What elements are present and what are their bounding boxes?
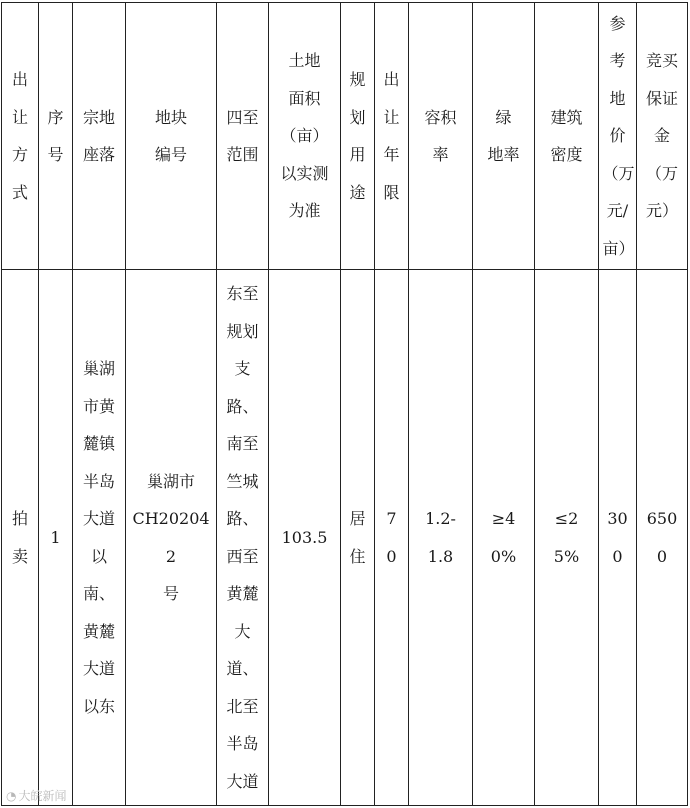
- header-method-cell: [2, 3, 39, 270]
- header-area: 土地 面积 （亩） 以实测 为准: [280, 51, 329, 221]
- value-term: 70: [386, 509, 397, 566]
- cell-boundaries: [217, 270, 269, 806]
- header-term-cell: [375, 3, 409, 270]
- header-density: 建筑 密度: [550, 107, 583, 164]
- header-use: 规 划 用 途: [349, 70, 366, 202]
- header-area-cell: [269, 3, 341, 270]
- header-use-cell: [341, 3, 375, 270]
- header-boundaries: 四至 范围: [226, 107, 259, 164]
- header-term: 出 让 年 限: [383, 70, 400, 202]
- cell-density: [535, 270, 599, 806]
- value-area: 103.5: [281, 527, 328, 547]
- header-method: 出 让 方 式: [11, 70, 28, 202]
- value-method: 拍 卖: [11, 509, 28, 566]
- watermark-text: 大皖新闻: [18, 789, 67, 803]
- header-deposit-cell: [637, 3, 688, 270]
- cell-location: [73, 270, 126, 806]
- value-location: 巢湖 市黄 麓镇 半岛 大道 以 南、 黄麓 大道 以东: [82, 359, 115, 716]
- header-boundaries-cell: [217, 3, 269, 270]
- cell-term: [375, 270, 409, 806]
- header-far: 容积 率: [424, 107, 457, 164]
- header-green-cell: [473, 3, 535, 270]
- header-seq-cell: [39, 3, 73, 270]
- watermark: [6, 787, 67, 804]
- header-location: 宗地 座落: [82, 107, 115, 164]
- header-green: 绿 地率: [487, 107, 520, 164]
- cell-seq: [39, 270, 73, 806]
- header-location-cell: [73, 3, 126, 270]
- cell-use: [341, 270, 375, 806]
- value-use: 居 住: [349, 509, 366, 566]
- value-seq: 1: [50, 527, 61, 547]
- header-seq: 序 号: [47, 107, 64, 164]
- cell-green: [473, 270, 535, 806]
- value-far: 1.2- 1.8: [425, 509, 456, 566]
- cell-far: [409, 270, 473, 806]
- value-deposit: 6500: [646, 509, 678, 566]
- cell-method: [2, 270, 39, 806]
- value-green: ≥40%: [490, 509, 517, 566]
- cell-deposit: [637, 270, 688, 806]
- weibo-logo-icon: ◔: [6, 789, 17, 803]
- header-row: [2, 3, 688, 270]
- value-parcel-no: 巢湖市 CH202042 号: [132, 471, 210, 603]
- header-parcel-no: 地块 编号: [154, 107, 187, 164]
- cell-parcel-no: [126, 270, 217, 806]
- header-ref-price-cell: [599, 3, 637, 270]
- header-ref-price: 参 考 地 价 （万 元/ 亩）: [602, 13, 635, 258]
- cell-ref-price: [599, 270, 637, 806]
- table-row: [2, 270, 688, 806]
- value-density: ≤25%: [553, 509, 580, 566]
- cell-area: [269, 270, 341, 806]
- header-deposit: 竞买 保证 金 （万 元）: [645, 51, 678, 221]
- land-transfer-table: [1, 2, 688, 806]
- header-density-cell: [535, 3, 599, 270]
- value-boundaries: 东至 规划 支 路、 南至 竺城 路、 西至 黄麓 大 道、 北至 半岛 大道: [226, 284, 259, 791]
- header-parcel-no-cell: [126, 3, 217, 270]
- value-ref-price: 300: [607, 509, 628, 566]
- header-far-cell: [409, 3, 473, 270]
